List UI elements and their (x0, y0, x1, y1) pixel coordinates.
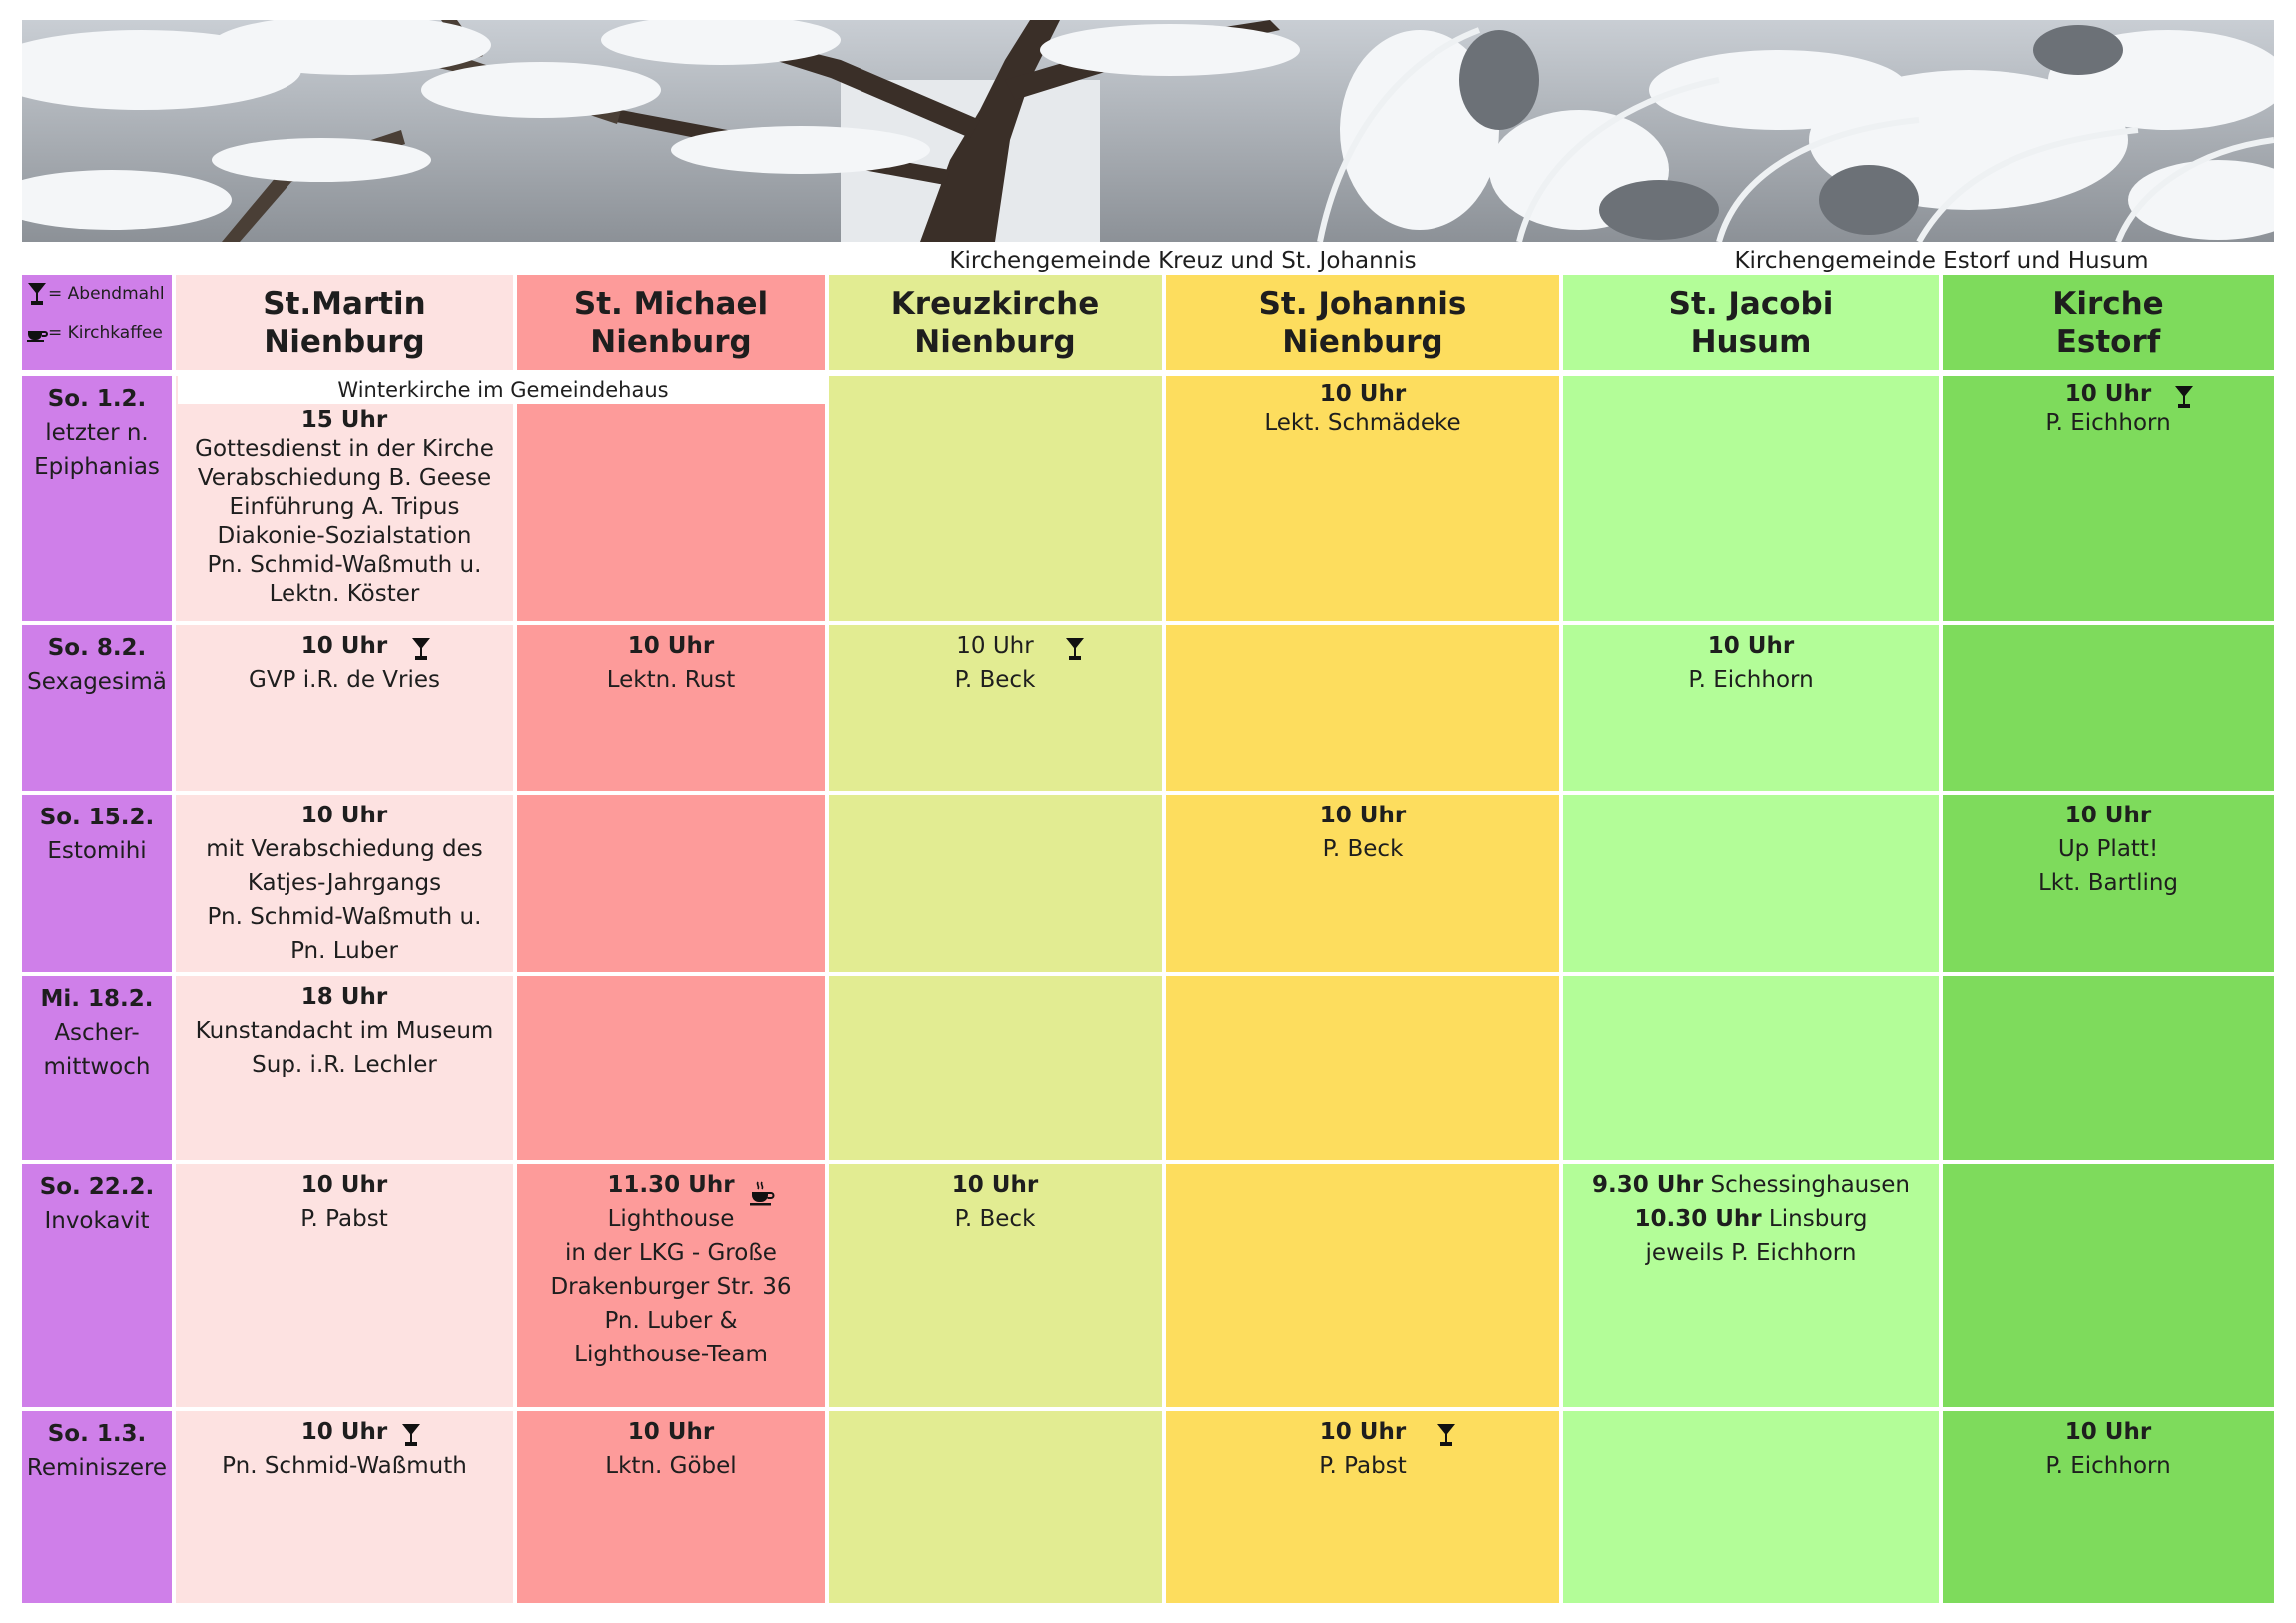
service-time: 10 Uhr (627, 1419, 715, 1445)
service-time: 10 Uhr (2064, 381, 2152, 407)
service-cell-r4-kreuzkirche (829, 1164, 1162, 1407)
day-cell-4 (22, 1164, 172, 1407)
column-header-line2: Estorf (2055, 323, 2161, 360)
day-name: Sexagesimä (27, 669, 167, 695)
column-header-line1: St. Michael (573, 285, 769, 322)
column-header-kreuzkirche (829, 275, 1162, 370)
service-cell-r1-estorf (1943, 625, 2274, 791)
service-cell-r3-kreuzkirche (829, 976, 1162, 1160)
service-cell-r5-estorf (1943, 1411, 2274, 1603)
service-cell-r0-kreuzkirche (829, 376, 1162, 621)
service-cell-r0-st-jacobi (1563, 376, 1939, 621)
service-line: Drakenburger Str. 36 (550, 1274, 792, 1300)
service-line: mit Verabschiedung des (206, 836, 483, 862)
service-line: Pn. Schmid-Waßmuth u. (207, 904, 482, 930)
day-cell-0 (22, 376, 172, 621)
service-line: Einführung A. Tripus (229, 494, 460, 520)
service-line: Lekt. Schmädeke (1264, 410, 1461, 436)
service-cell-r1-st-michael (517, 625, 825, 791)
service-time: 9.30 Uhr (1592, 1172, 1704, 1198)
column-header-st-jacobi (1563, 275, 1939, 370)
service-line: P. Pabst (300, 1206, 388, 1232)
service-cell-r1-st-jacobi (1563, 625, 1939, 791)
chalice-icon (400, 1422, 422, 1448)
column-header-st-martin (176, 275, 513, 370)
day-cell-3 (22, 976, 172, 1160)
service-place: Schessinghausen (1703, 1172, 1910, 1198)
legend-kirchkaffee-label: = Kirchkaffee (48, 323, 163, 343)
column-header-line1: Kreuzkirche (890, 285, 1100, 322)
day-name: Ascher- (54, 1020, 140, 1046)
day-cell-1 (22, 625, 172, 791)
service-line: Lighthouse-Team (574, 1342, 768, 1367)
service-line: P. Eichhorn (1688, 667, 1814, 693)
column-header-line2: Husum (1690, 323, 1812, 360)
service-cell-r4-st-jacobi (1563, 1164, 1939, 1407)
service-line: jeweils P. Eichhorn (1645, 1240, 1857, 1266)
service-line: Sup. i.R. Lechler (252, 1052, 437, 1078)
service-line: Pn. Luber (290, 938, 398, 964)
day-date: So. 1.3. (47, 1421, 147, 1447)
column-header-st-johannis (1166, 275, 1559, 370)
service-time: 10 Uhr (1707, 633, 1795, 659)
service-cell-r2-st-jacobi (1563, 795, 1939, 972)
service-time: 15 Uhr (300, 407, 388, 433)
day-name: Invokavit (44, 1208, 150, 1234)
chalice-icon (26, 281, 48, 307)
service-line: Lktn. Göbel (605, 1453, 737, 1479)
day-date: So. 22.2. (39, 1174, 155, 1200)
service-line (1563, 1168, 1939, 1202)
service-line: Up Platt! (2057, 836, 2159, 862)
day-cell-2 (22, 795, 172, 972)
column-header-line1: St. Johannis (1258, 285, 1467, 322)
service-line: Kunstandacht im Museum (195, 1018, 494, 1044)
column-header-st-michael (517, 275, 825, 370)
day-name: letzter n. (45, 420, 149, 446)
service-line: Lkt. Bartling (2037, 870, 2179, 896)
service-line: Pn. Luber & (604, 1308, 738, 1334)
column-header-line1: Kirche (2052, 285, 2164, 322)
service-line: Pn. Schmid-Waßmuth u. (207, 552, 482, 578)
service-time: 10 Uhr (300, 1172, 388, 1198)
service-time: 10 Uhr (1319, 381, 1407, 407)
day-date: So. 8.2. (47, 635, 147, 661)
service-cell-r5-st-michael (517, 1411, 825, 1603)
legend-abendmahl-label: = Abendmahl (48, 284, 165, 304)
service-line: P. Pabst (1319, 1453, 1407, 1479)
service-cell-r2-kreuzkirche (829, 795, 1162, 972)
service-time: 10 Uhr (951, 1172, 1039, 1198)
service-cell-r0-st-johannis (1166, 376, 1559, 621)
service-line: P. Beck (954, 1206, 1036, 1232)
service-line: Pn. Schmid-Waßmuth (222, 1453, 467, 1479)
service-cell-r3-st-martin (176, 976, 513, 1160)
service-time: 10 Uhr (300, 803, 388, 828)
service-cell-r2-st-martin (176, 795, 513, 972)
service-cell-r5-st-martin (176, 1411, 513, 1603)
day-name: Epiphanias (34, 454, 160, 480)
service-cell-r4-st-martin (176, 1164, 513, 1407)
service-cell-r4-estorf (1943, 1164, 2274, 1407)
service-cell-r1-st-martin (176, 625, 513, 791)
service-time: 10.30 Uhr (1634, 1206, 1762, 1232)
chalice-icon (2173, 384, 2195, 410)
service-cell-r3-st-jacobi (1563, 976, 1939, 1160)
day-date: So. 15.2. (39, 805, 155, 830)
service-time: 10 Uhr (1319, 1419, 1407, 1445)
winterkirche-note: Winterkirche im Gemeindehaus (178, 376, 829, 404)
service-line: Gottesdienst in der Kirche (195, 436, 494, 462)
service-time: 10 Uhr (2064, 1419, 2152, 1445)
service-time: 11.30 Uhr (607, 1172, 735, 1198)
service-line: Lighthouse (607, 1206, 735, 1232)
service-line: P. Beck (954, 667, 1036, 693)
service-cell-r3-st-johannis (1166, 976, 1559, 1160)
day-date: So. 1.2. (47, 386, 147, 412)
service-time: 10 Uhr (2064, 803, 2152, 828)
service-cell-r1-kreuzkirche (829, 625, 1162, 791)
service-line (1563, 1202, 1939, 1236)
service-cell-r4-st-michael (517, 1164, 825, 1407)
day-name: Estomihi (47, 838, 147, 864)
service-cell-r5-st-jacobi (1563, 1411, 1939, 1603)
chalice-icon (1435, 1422, 1457, 1448)
group-label-kreuz-johannis: Kirchengemeinde Kreuz und St. Johannis (949, 248, 1417, 273)
snowy-trees-banner (22, 20, 2274, 242)
coffee-cup-icon (26, 323, 48, 343)
service-cell-r0-st-michael (517, 376, 825, 621)
day-date: Mi. 18.2. (40, 986, 154, 1012)
service-cell-r2-st-michael (517, 795, 825, 972)
service-cell-r5-st-johannis (1166, 1411, 1559, 1603)
chalice-icon (410, 636, 432, 662)
service-cell-r0-st-martin (176, 376, 513, 621)
chalice-icon (1064, 636, 1086, 662)
day-cell-5 (22, 1411, 172, 1603)
service-cell-r3-st-michael (517, 976, 825, 1160)
column-header-line1: St.Martin (263, 285, 426, 322)
service-line: P. Eichhorn (2045, 1453, 2171, 1479)
service-cell-r2-st-johannis (1166, 795, 1559, 972)
service-line: in der LKG - Große (565, 1240, 777, 1266)
service-cell-r4-st-johannis (1166, 1164, 1559, 1407)
column-header-line1: St. Jacobi (1668, 285, 1834, 322)
service-cell-r2-estorf (1943, 795, 2274, 972)
service-cell-r3-estorf (1943, 976, 2274, 1160)
column-header-line2: Nienburg (264, 323, 425, 360)
service-line: P. Eichhorn (2045, 410, 2171, 436)
service-line: Verabschiedung B. Geese (197, 465, 492, 491)
service-time: 10 Uhr (300, 1419, 388, 1445)
service-line: GVP i.R. de Vries (249, 667, 440, 693)
group-label-estorf-husum: Kirchengemeinde Estorf und Husum (1734, 248, 2149, 273)
day-name: Reminiszere (26, 1455, 168, 1481)
column-header-line2: Nienburg (590, 323, 752, 360)
column-header-line2: Nienburg (1282, 323, 1443, 360)
column-header-estorf (1943, 275, 2274, 370)
service-cell-r0-estorf (1943, 376, 2274, 621)
service-place: Linsburg (1761, 1206, 1868, 1232)
service-line: Katjes-Jahrgangs (247, 870, 442, 896)
service-cell-r1-st-johannis (1166, 625, 1559, 791)
service-line: Diakonie-Sozialstation (217, 523, 472, 549)
service-time: 10 Uhr (956, 633, 1034, 659)
day-name: mittwoch (43, 1054, 151, 1080)
service-time: 18 Uhr (300, 984, 388, 1010)
service-time: 10 Uhr (627, 633, 715, 659)
service-time: 10 Uhr (1319, 803, 1407, 828)
service-line: Lektn. Rust (606, 667, 736, 693)
coffee-cup-icon (749, 1180, 775, 1208)
service-line: Lektn. Köster (269, 581, 420, 607)
service-time: 10 Uhr (300, 633, 388, 659)
legend-cell (22, 275, 172, 370)
column-header-line2: Nienburg (914, 323, 1076, 360)
service-cell-r5-kreuzkirche (829, 1411, 1162, 1603)
service-line: P. Beck (1322, 836, 1404, 862)
